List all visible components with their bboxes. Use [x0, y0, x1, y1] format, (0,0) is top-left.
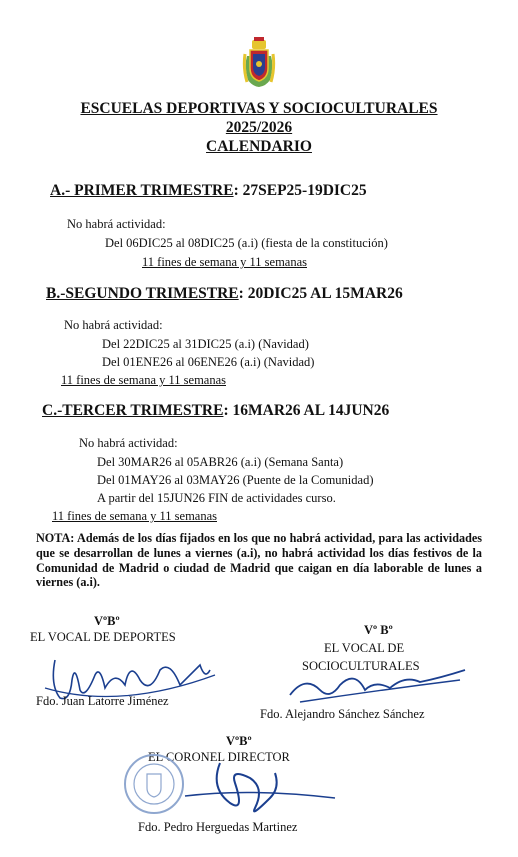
signature-2-scribble — [280, 660, 470, 710]
section-b-no-activity: No habrá actividad: — [64, 318, 163, 332]
signature-2-name: Fdo. Alejandro Sánchez Sánchez — [260, 707, 425, 721]
signature-1-role: EL VOCAL DE DEPORTES — [30, 630, 176, 644]
signature-3-role: EL CORONEL DIRECTOR — [148, 750, 290, 764]
section-a-summary: 11 fines de semana y 11 semanas — [142, 255, 307, 269]
section-b-label: B.-SEGUNDO TRIMESTRE — [46, 285, 239, 302]
section-a-no-activity: No habrá actividad: — [67, 217, 166, 231]
nota-text: Además de los días fijados en los que no habrá actividad, para las actividades que se desarrollan de lunes a viernes (a.i), no habrá actividad los días festivos de la Comunidad de Madrid o ciudad de Madrid que caigan en día laborable de lunes a viernes (a.i). — [36, 531, 482, 590]
signature-1-name: Fdo. Juan Latorre Jiménez — [36, 694, 169, 708]
document-title-calendar: CALENDARIO — [206, 138, 312, 155]
signature-2-role-line1: EL VOCAL DE — [324, 641, 405, 655]
section-a-dates: : 27SEP25-19DIC25 — [233, 182, 367, 199]
section-b-item-1: Del 22DIC25 al 31DIC25 (a.i) (Navidad) — [102, 337, 309, 351]
signature-3-name: Fdo. Pedro Herguedas Martinez — [138, 820, 298, 834]
section-b-dates: : 20DIC25 AL 15MAR26 — [238, 285, 403, 302]
official-stamp-icon — [122, 752, 186, 816]
section-b-item-2: Del 01ENE26 al 06ENE26 (a.i) (Navidad) — [102, 355, 315, 369]
section-c-label: C.-TERCER TRIMESTRE — [42, 402, 224, 419]
signature-2-role-line2: SOCIOCULTURALES — [302, 659, 420, 673]
section-c-summary: 11 fines de semana y 11 semanas — [52, 509, 217, 523]
section-a-item-1: Del 06DIC25 al 08DIC25 (a.i) (fiesta de la constitución) — [105, 236, 388, 250]
section-b-heading — [46, 285, 403, 303]
nota-label: NOTA: — [36, 531, 75, 545]
section-c-item-2: Del 01MAY26 al 03MAY26 (Puente de la Comunidad) — [97, 473, 374, 487]
signature-1-vb: VºBº — [94, 614, 120, 628]
section-c-item-3: A partir del 15JUN26 FIN de actividades curso. — [97, 491, 336, 505]
coat-of-arms-icon — [242, 36, 276, 90]
document-title-year: 2025/2026 — [225, 119, 293, 136]
nota-paragraph — [36, 531, 482, 590]
section-c-heading — [42, 402, 389, 420]
section-a-heading — [50, 182, 367, 200]
signature-2-vb: Vº Bº — [364, 623, 393, 637]
section-c-no-activity: No habrá actividad: — [79, 436, 178, 450]
section-a-label: A.- PRIMER TRIMESTRE — [50, 182, 234, 199]
signature-3-vb: VºBº — [226, 734, 252, 748]
section-c-item-1: Del 30MAR26 al 05ABR26 (a.i) (Semana Santa) — [97, 455, 344, 469]
section-c-dates: : 16MAR26 AL 14JUN26 — [223, 402, 390, 419]
document-title-line1: ESCUELAS DEPORTIVAS Y SOCIOCULTURALES — [80, 100, 438, 117]
signature-3-scribble — [180, 758, 340, 822]
section-b-summary: 11 fines de semana y 11 semanas — [61, 373, 226, 387]
